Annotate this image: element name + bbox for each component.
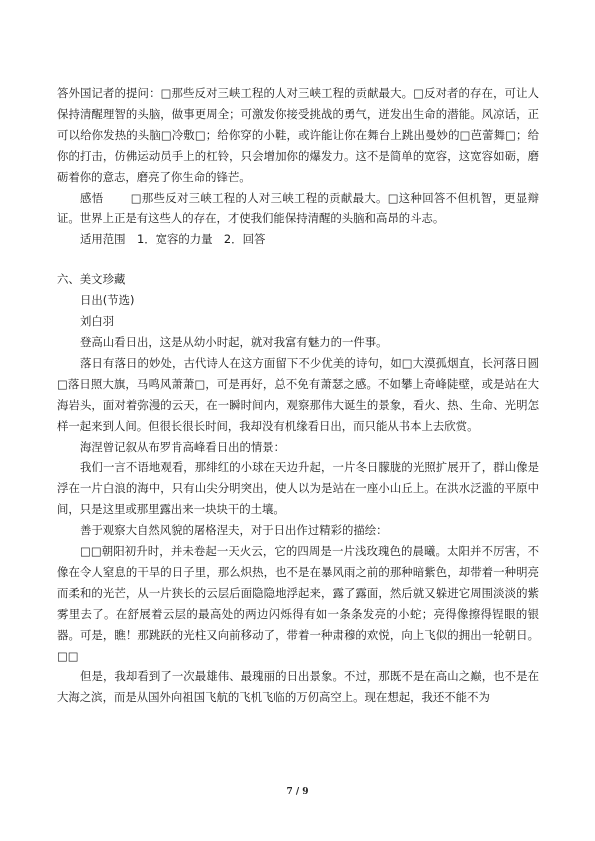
article-author: 刘白羽 [80,314,115,329]
paragraph-4: 我们一言不语地观看，那绯红的小球在天边升起，一片冬日朦胧的光照扩展开了，群山像是浮在一片白浪的海中，只有山尖分明突出，使人以为是站在一座小山丘上。在洪水泛滥的平原中间，只是这里或那里露出来一块块干的土壤。 [57,460,539,517]
paragraph-7: 但是，我却看到了一次最雄伟、最瑰丽的日出景象。不过，那既不是在高山之巅，也不是在大海之滨，而是从国外向祖国飞航的飞机飞临的万仞高空上。现在想起，我还不能不为 [57,669,539,705]
paragraph-2: 落日有落日的妙处，古代诗人在这方面留下不少优美的诗句，如□大漠孤烟直，长河落日圆□落日照大旗，马鸣风萧萧□，可是再好，总不免有萧瑟之感。不如攀上奇峰陡壁，或是站在大海岩头，面对着弥漫的云天，在一瞬时间内，观察那伟大诞生的景象，看火、热、生命、光明怎样一起来到人间。但很长很长时间，我却没有机缘看日出，而只能从书本上去欣赏。 [57,355,539,433]
page-body [57,83,539,708]
section-heading: 六、美文珍藏 [57,272,126,287]
paragraph-insight: 感悟 □那些反对三峡工程的人对三峡工程的贡献最大。□这种回答不但机智，更显辩证。世界上正是有这些人的存在，才使我们能保持清醒的头脑和高昂的斗志。 [57,190,539,226]
page-number: 7 / 9 [286,787,309,797]
paragraph-scope: 适用范围 1．宽容的力量 2．回答 [80,232,266,247]
paragraph-5: 善于观察大自然风貌的屠格涅夫，对于日出作过精彩的描绘： [80,523,388,538]
paragraph-answer-continued: 答外国记者的提问：□那些反对三峡工程的人对三峡工程的贡献最大。□反对者的存在，可让人保持清醒理智的头脑，做事更周全；可激发你接受挑战的勇气，迸发出生命的潜能。风凉话，正可以给你发热的头脑□冷敷□；给你穿的小鞋，或许能让你在舞台上跳出曼妙的□芭蕾舞□；给你的打击，仿佛运动员手上的杠铃，只会增加你的爆发力。这不是简单的宽容，这宽容如砺，磨砺着你的意志，磨亮了你生命的锋芒。 [57,86,539,184]
section-spacer [57,250,539,269]
paragraph-6: □□朝阳初升时，并未卷起一天火云，它的四周是一片浅玫瑰色的晨曦。太阳并不厉害，不像在令人窒息的干旱的日子里，那么炽热，也不是在暴风雨之前的那种暗紫色，却带着一种明亮而柔和的光芒，从一片狭长的云层后面隐隐地浮起来，露了露面，然后就又躲进它周围淡淡的紫雾里去了。在舒展着云层的最高处的两边闪烁得有如一条条发亮的小蛇；亮得像擦得锃眼的银器。可是，瞧！那跳跃的光柱又向前移动了，带着一种肃穆的欢悦，向上飞似的拥出一轮朝日。□□ [57,544,539,663]
article-title: 日出(节选) [80,293,135,308]
paragraph-1: 登高山看日出，这是从幼小时起，就对我富有魅力的一件事。 [80,334,388,349]
paragraph-3: 海涅曾记叙从布罗肯高峰看日出的情景： [80,439,286,454]
